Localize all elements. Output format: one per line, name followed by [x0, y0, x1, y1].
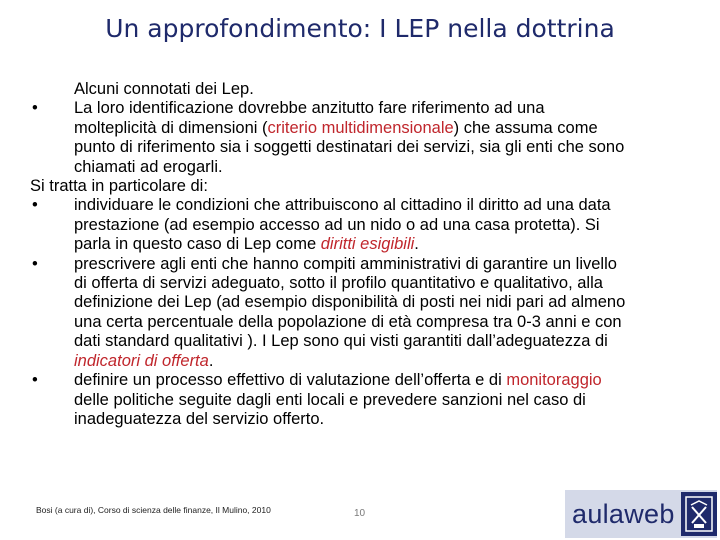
bullet-item: • individuare le condizioni che attribuiscono al cittadino il diritto ad una data prestazione (ad esempio accesso ad un nido o ad una casa protetta). Si parla in questo caso di Lep come diritti esigibili.	[32, 196, 611, 254]
highlight-term: criterio multidimensionale	[267, 118, 454, 137]
slide-body	[30, 80, 696, 429]
bullet-item: • La loro identificazione dovrebbe anzitutto fare riferimento ad una molteplicità di dimensioni (criterio multidimensionale) che assuma come punto di riferimento sia i soggetti destinatari dei servizi, sia gli enti che sono chiamati ad erogarli.	[32, 99, 625, 176]
bullet-item: • definire un processo effettivo di valutazione dell’offerta e di monitoraggio delle politiche seguite dagli enti locali e prevedere sanzioni nel caso di inadeguatezza del servizio offerto.	[32, 371, 602, 428]
bullet-dot-icon: •	[32, 196, 38, 215]
highlight-term: indicatori di offerta	[74, 351, 209, 370]
aulaweb-logo[interactable]	[565, 490, 717, 538]
bullet-dot-icon: •	[32, 99, 38, 118]
university-emblem-icon	[681, 492, 717, 536]
logo-text: aulaweb	[572, 498, 675, 529]
bullet-dot-icon: •	[32, 254, 38, 273]
slide-title: Un approfondimento: I LEP nella dottrina	[105, 14, 615, 43]
highlight-term: monitoraggio	[506, 371, 602, 390]
bullet-dot-icon: •	[32, 371, 38, 390]
page-number: 10	[354, 508, 366, 519]
lead-line: Si tratta in particolare di:	[30, 177, 208, 196]
highlight-term: diritti esigibili	[320, 235, 415, 254]
intro-line: Alcuni connotati dei Lep.	[74, 80, 254, 98]
footer-citation: Bosi (a cura di), Corso di scienza delle finanze, Il Mulino, 2010	[36, 505, 271, 515]
bullet-item: • prescrivere agli enti che hanno compiti amministrativi di garantire un livello di offerta di servizi adeguato, sotto il profilo quantitativo e qualitativo, alla definizione dei Lep (ad esempio disponibilità di posti nei nidi pari ad almeno una certa percentuale della popolazione di età compresa tra 0-3 anni e con dati standard qualitativi ). I Lep sono qui visti garantiti dall’adeguatezza di indicatori di offerta.	[32, 254, 626, 370]
